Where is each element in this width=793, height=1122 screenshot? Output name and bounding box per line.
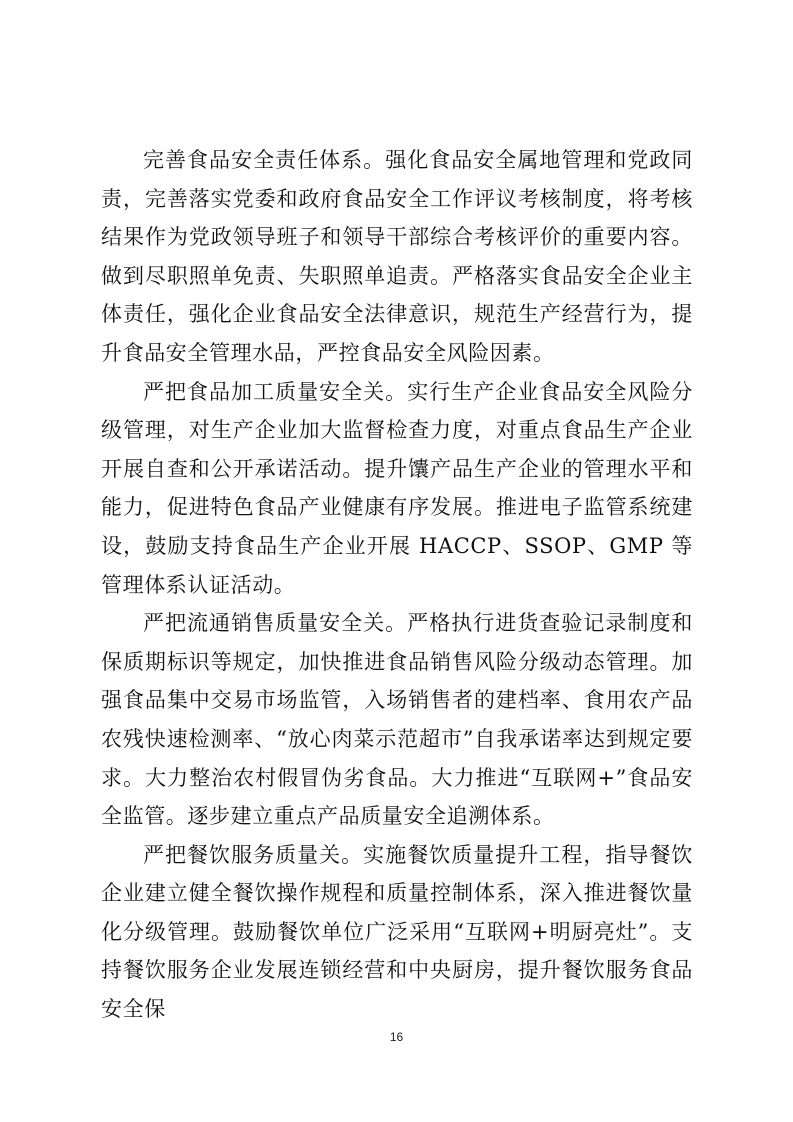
paragraph-text: 严格执行进货查验记录制度和保质期标识等规定，加快推进食品销售风险分级动态管理。加强食品集中交易市场监管，入场销售者的建档率、食用农产品农残快速检测率、“放心肉菜示范超市”自我承诺率达到规定要求。大力整治农村假冒伪劣食品。大力推进“互联网+”食品安全监管。逐步建立重点产品质量安全追溯体系。 [101,611,693,829]
paragraph-heading: 严把餐饮服务质量关。 [143,842,364,867]
paragraph-text: 实行生产企业食品安全风险分级管理，对生产企业加大监督检查力度，对重点食品生产企业开展自查和公开承诺活动。提升馕产品生产企业的管理水平和能力，促进特色食品产业健康有序发展。推进电子监管系统建设，鼓励支持食品生产企业开展 HACCP、SSOP、GMP 等管理体系认证活动。 [101,379,693,597]
paragraph-heading: 完善食品安全责任体系。 [143,148,386,172]
paragraph-responsibility-system [101,141,693,373]
paragraph-heading: 严把流通销售质量安全关。 [143,611,408,636]
paragraph-catering-service [101,836,693,1029]
paragraph-text: 强化食品安全属地管理和党政同责，完善落实党委和政府食品安全工作评议考核制度，将考核结果作为党政领导班子和领导干部综合考核评价的重要内容。做到尽职照单免责、失职照单追责。严格落实食品安全企业主体责任，强化企业食品安全法律意识，规范生产经营行为，提升食品安全管理水品，严控食品安全风险因素。 [101,148,693,365]
paragraph-circulation-sales [101,604,693,836]
document-body [101,141,693,1029]
paragraph-text: 实施餐饮质量提升工程，指导餐饮企业建立健全餐饮操作规程和质量控制体系，深入推进餐饮量化分级管理。鼓励餐饮单位广泛采用“互联网+明厨亮灶”。支持餐饮服务企业发展连锁经营和中央厨房，提升餐饮服务食品安全保 [101,842,694,1022]
page-number: 16 [389,1030,404,1044]
paragraph-heading: 严把食品加工质量安全关。 [143,379,408,404]
paragraph-food-processing [101,373,693,605]
